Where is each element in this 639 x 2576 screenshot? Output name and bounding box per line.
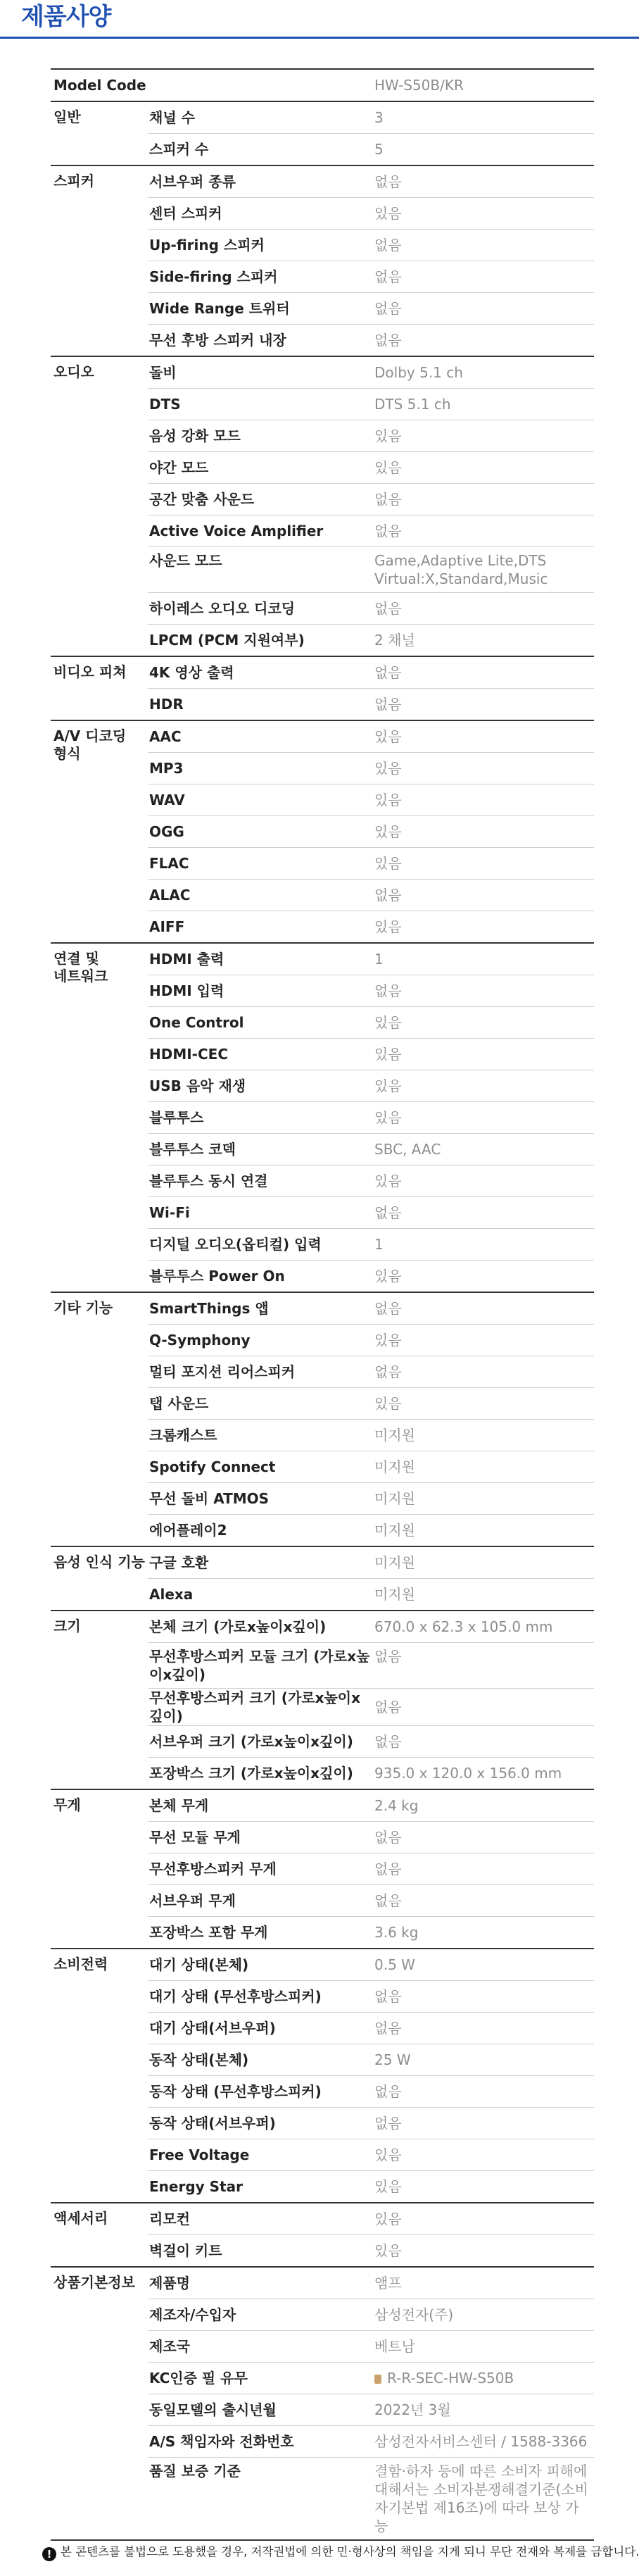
spec-label: 4K 영상 출력	[148, 656, 374, 689]
spec-label: Wide Range 트위터	[148, 293, 374, 325]
spec-value: 3.6 kg	[374, 1917, 594, 1949]
spec-value: 앰프	[374, 2267, 594, 2299]
spec-label: 제품명	[148, 2267, 374, 2299]
spec-label: 대기 상태 (무선후방스피커)	[148, 1981, 374, 2013]
spec-value: 없음	[374, 1726, 594, 1758]
spec-table	[51, 68, 594, 2541]
spec-value: 없음	[374, 1356, 594, 1388]
spec-label: 블루투스 동시 연결	[148, 1165, 374, 1197]
spec-label: AAC	[148, 720, 374, 753]
spec-label: 서브우퍼 무게	[148, 1885, 374, 1917]
spec-label: DTS	[148, 389, 374, 420]
spec-category: 크기	[51, 1611, 148, 1789]
spec-value: 없음	[374, 1885, 594, 1917]
spec-label: 동작 상태(본체)	[148, 2044, 374, 2076]
spec-label: 동일모델의 출시년월	[148, 2394, 374, 2426]
spec-label: Q-Symphony	[148, 1325, 374, 1356]
spec-value: 있음	[374, 1039, 594, 1070]
spec-label: 채널 수	[148, 101, 374, 134]
spec-label: 하이레스 오디오 디코딩	[148, 593, 374, 625]
spec-label: 무선후방스피커 크기 (가로x높이x깊이)	[148, 1689, 374, 1726]
spec-label: FLAC	[148, 848, 374, 880]
spec-label: LPCM (PCM 지원여부)	[148, 625, 374, 657]
spec-value: 있음	[374, 2139, 594, 2171]
model-code-row	[51, 69, 594, 101]
spec-label: 센터 스피커	[148, 198, 374, 230]
spec-label: HDMI 출력	[148, 943, 374, 975]
spec-value: 없음	[374, 1643, 594, 1689]
spec-label: 품질 보증 기준	[148, 2458, 374, 2541]
spec-label: Side-firing 스피커	[148, 261, 374, 293]
spec-value: 없음	[374, 230, 594, 261]
spec-value: 없음	[374, 656, 594, 689]
spec-label: 탭 사운드	[148, 1388, 374, 1420]
spec-label: Spotify Connect	[148, 1451, 374, 1483]
spec-value: 미지원	[374, 1546, 594, 1579]
spec-row	[51, 2203, 594, 2235]
spec-value: 없음	[374, 1822, 594, 1853]
spec-label: 무선후방스피커 무게	[148, 1853, 374, 1885]
spec-label: 무선후방스피커 모듈 크기 (가로x높이x깊이)	[148, 1643, 374, 1689]
spec-category: 연결 및 네트워크	[51, 943, 148, 1292]
spec-value: 2022년 3월	[374, 2394, 594, 2426]
spec-label: 동작 상태 (무선후방스피커)	[148, 2076, 374, 2108]
spec-label: 서브우퍼 크기 (가로x높이x깊이)	[148, 1726, 374, 1758]
spec-category: 액세서리	[51, 2203, 148, 2267]
spec-label: 제조국	[148, 2331, 374, 2363]
spec-value: 1	[374, 943, 594, 975]
spec-value: 있음	[374, 1388, 594, 1420]
spec-value: 있음	[374, 1261, 594, 1293]
spec-label: 서브우퍼 종류	[148, 165, 374, 198]
spec-value: 2 채널	[374, 625, 594, 657]
spec-value: 있음	[374, 784, 594, 816]
spec-value: Game,Adaptive Lite,DTS Virtual:X,Standard,Music	[374, 547, 594, 593]
spec-value: 삼성전자서비스센터 / 1588-3366	[374, 2426, 594, 2458]
spec-value: 미지원	[374, 1451, 594, 1483]
spec-value: 있음	[374, 420, 594, 452]
spec-category: A/V 디코딩 형식	[51, 720, 148, 943]
spec-label: 대기 상태(서브우퍼)	[148, 2013, 374, 2044]
page-title: 제품사양	[21, 3, 111, 31]
spec-label: 블루투스 Power On	[148, 1261, 374, 1293]
spec-value: 없음	[374, 1197, 594, 1229]
spec-row	[51, 1546, 594, 1579]
spec-value: 없음	[374, 515, 594, 547]
spec-label: Alexa	[148, 1579, 374, 1611]
spec-label: 대기 상태(본체)	[148, 1949, 374, 1981]
spec-label: 본체 무게	[148, 1789, 374, 1822]
spec-value: 없음	[374, 689, 594, 721]
spec-value: 없음	[374, 1689, 594, 1726]
spec-value: 미지원	[374, 1515, 594, 1547]
spec-table-body	[51, 69, 594, 2540]
spec-label: 동작 상태(서브우퍼)	[148, 2108, 374, 2139]
spec-label: 무선 후방 스피커 내장	[148, 325, 374, 357]
spec-value: 없음	[374, 1981, 594, 2013]
spec-category: 스피커	[51, 165, 148, 356]
spec-row	[51, 165, 594, 198]
spec-label: 제조자/수입자	[148, 2299, 374, 2331]
spec-label: 디지털 오디오(옵티컬) 입력	[148, 1229, 374, 1261]
spec-value: 있음	[374, 720, 594, 753]
spec-label: 포장박스 크기 (가로x높이x깊이)	[148, 1758, 374, 1790]
spec-label: 무선 돌비 ATMOS	[148, 1483, 374, 1515]
spec-value: Dolby 5.1 ch	[374, 356, 594, 389]
spec-value: 미지원	[374, 1579, 594, 1611]
spec-value: 삼성전자(주)	[374, 2299, 594, 2331]
spec-value: 있음	[374, 452, 594, 484]
spec-value: 없음	[374, 261, 594, 293]
spec-row	[51, 1292, 594, 1325]
spec-value: 있음	[374, 1325, 594, 1356]
spec-category: 음성 인식 기능	[51, 1546, 148, 1611]
spec-value: 결함·하자 등에 따른 소비자 피해에 대해서는 소비자분쟁해결기준(소비자기본법 제16조)에 따라 보상 가능	[374, 2458, 594, 2541]
spec-label: Wi-Fi	[148, 1197, 374, 1229]
spec-value: 없음	[374, 325, 594, 357]
spec-category: 오디오	[51, 356, 148, 656]
spec-value: 935.0 x 120.0 x 156.0 mm	[374, 1758, 594, 1790]
spec-value: 없음	[374, 1853, 594, 1885]
spec-value: 없음	[374, 165, 594, 198]
spec-value: 있음	[374, 911, 594, 944]
spec-value: 있음	[374, 753, 594, 784]
model-code-label: Model Code	[51, 69, 374, 101]
copyright-notice	[42, 2544, 639, 2561]
spec-value: 2.4 kg	[374, 1789, 594, 1822]
spec-label: One Control	[148, 1007, 374, 1039]
spec-label: 음성 강화 모드	[148, 420, 374, 452]
spec-label: 스피커 수	[148, 134, 374, 166]
spec-value	[374, 2363, 594, 2394]
spec-value: 5	[374, 134, 594, 166]
spec-row	[51, 1949, 594, 1981]
spec-value: 없음	[374, 2013, 594, 2044]
spec-label: 크롬캐스트	[148, 1420, 374, 1451]
spec-row	[51, 943, 594, 975]
spec-label: 블루투스	[148, 1102, 374, 1134]
spec-label: WAV	[148, 784, 374, 816]
spec-value: 없음	[374, 880, 594, 911]
spec-value: 미지원	[374, 1420, 594, 1451]
exclamation-circle-icon: !	[42, 2547, 56, 2561]
spec-value: 0.5 W	[374, 1949, 594, 1981]
spec-category: 소비전력	[51, 1949, 148, 2203]
spec-row	[51, 1789, 594, 1822]
spec-value: 없음	[374, 593, 594, 625]
spec-category: 비디오 피쳐	[51, 656, 148, 720]
spec-value: 670.0 x 62.3 x 105.0 mm	[374, 1611, 594, 1643]
model-code-value: HW-S50B/KR	[374, 69, 594, 101]
spec-category: 일반	[51, 101, 148, 165]
spec-label: 공간 맞춤 사운드	[148, 484, 374, 515]
spec-label: 돌비	[148, 356, 374, 389]
spec-label: 에어플레이2	[148, 1515, 374, 1547]
spec-label: 리모컨	[148, 2203, 374, 2235]
spec-value: 있음	[374, 1070, 594, 1102]
spec-value: 없음	[374, 975, 594, 1007]
spec-value: 1	[374, 1229, 594, 1261]
spec-label: AIFF	[148, 911, 374, 944]
spec-label: 구글 호환	[148, 1546, 374, 1579]
title-underline	[0, 37, 639, 39]
spec-label: HDMI-CEC	[148, 1039, 374, 1070]
spec-value: 있음	[374, 2203, 594, 2235]
spec-value: 있음	[374, 2235, 594, 2268]
spec-label: ALAC	[148, 880, 374, 911]
spec-value: 25 W	[374, 2044, 594, 2076]
spec-label: 포장박스 포함 무게	[148, 1917, 374, 1949]
spec-label: 본체 크기 (가로x높이x깊이)	[148, 1611, 374, 1643]
spec-value: SBC, AAC	[374, 1134, 594, 1165]
spec-value: 있음	[374, 816, 594, 848]
spec-value: 있음	[374, 198, 594, 230]
spec-category: 무게	[51, 1789, 148, 1949]
spec-category: 상품기본정보	[51, 2267, 148, 2540]
spec-label: 벽걸이 키트	[148, 2235, 374, 2268]
spec-label: SmartThings 앱	[148, 1292, 374, 1325]
spec-label: 야간 모드	[148, 452, 374, 484]
kc-mark-icon	[374, 2375, 381, 2384]
spec-value: 있음	[374, 1165, 594, 1197]
spec-value: 3	[374, 101, 594, 134]
spec-value-text: R-R-SEC-HW-S50B	[387, 2370, 514, 2387]
spec-label: 사운드 모드	[148, 547, 374, 593]
spec-value: 베트남	[374, 2331, 594, 2363]
spec-label: HDMI 입력	[148, 975, 374, 1007]
spec-value: 없음	[374, 484, 594, 515]
spec-value: 없음	[374, 293, 594, 325]
spec-label: 멀티 포지션 리어스피커	[148, 1356, 374, 1388]
spec-label: HDR	[148, 689, 374, 721]
spec-value: 미지원	[374, 1483, 594, 1515]
spec-row	[51, 2267, 594, 2299]
spec-value: 없음	[374, 2076, 594, 2108]
spec-value: 있음	[374, 848, 594, 880]
spec-label: 무선 모듈 무게	[148, 1822, 374, 1853]
spec-value: DTS 5.1 ch	[374, 389, 594, 420]
spec-value: 있음	[374, 1102, 594, 1134]
spec-label: Active Voice Amplifier	[148, 515, 374, 547]
spec-label: MP3	[148, 753, 374, 784]
spec-row	[51, 101, 594, 134]
spec-label: 블루투스 코덱	[148, 1134, 374, 1165]
notice-text: 본 콘텐츠를 불법으로 도용했을 경우, 저작권법에 의한 민·형사상의 책임을 지게 되니 무단 전재와 복제를 금합니다.	[61, 2545, 639, 2558]
spec-label: Energy Star	[148, 2171, 374, 2203]
spec-value: 없음	[374, 1292, 594, 1325]
spec-value: 있음	[374, 2171, 594, 2203]
spec-label: OGG	[148, 816, 374, 848]
spec-label: USB 음악 재생	[148, 1070, 374, 1102]
spec-row	[51, 720, 594, 753]
spec-value: 있음	[374, 1007, 594, 1039]
spec-row	[51, 656, 594, 689]
spec-row	[51, 1611, 594, 1643]
spec-row	[51, 356, 594, 389]
spec-category: 기타 기능	[51, 1292, 148, 1546]
spec-label: A/S 책임자와 전화번호	[148, 2426, 374, 2458]
spec-label: Free Voltage	[148, 2139, 374, 2171]
spec-label: KC인증 필 유무	[148, 2363, 374, 2394]
spec-value: 없음	[374, 2108, 594, 2139]
spec-label: Up-firing 스피커	[148, 230, 374, 261]
